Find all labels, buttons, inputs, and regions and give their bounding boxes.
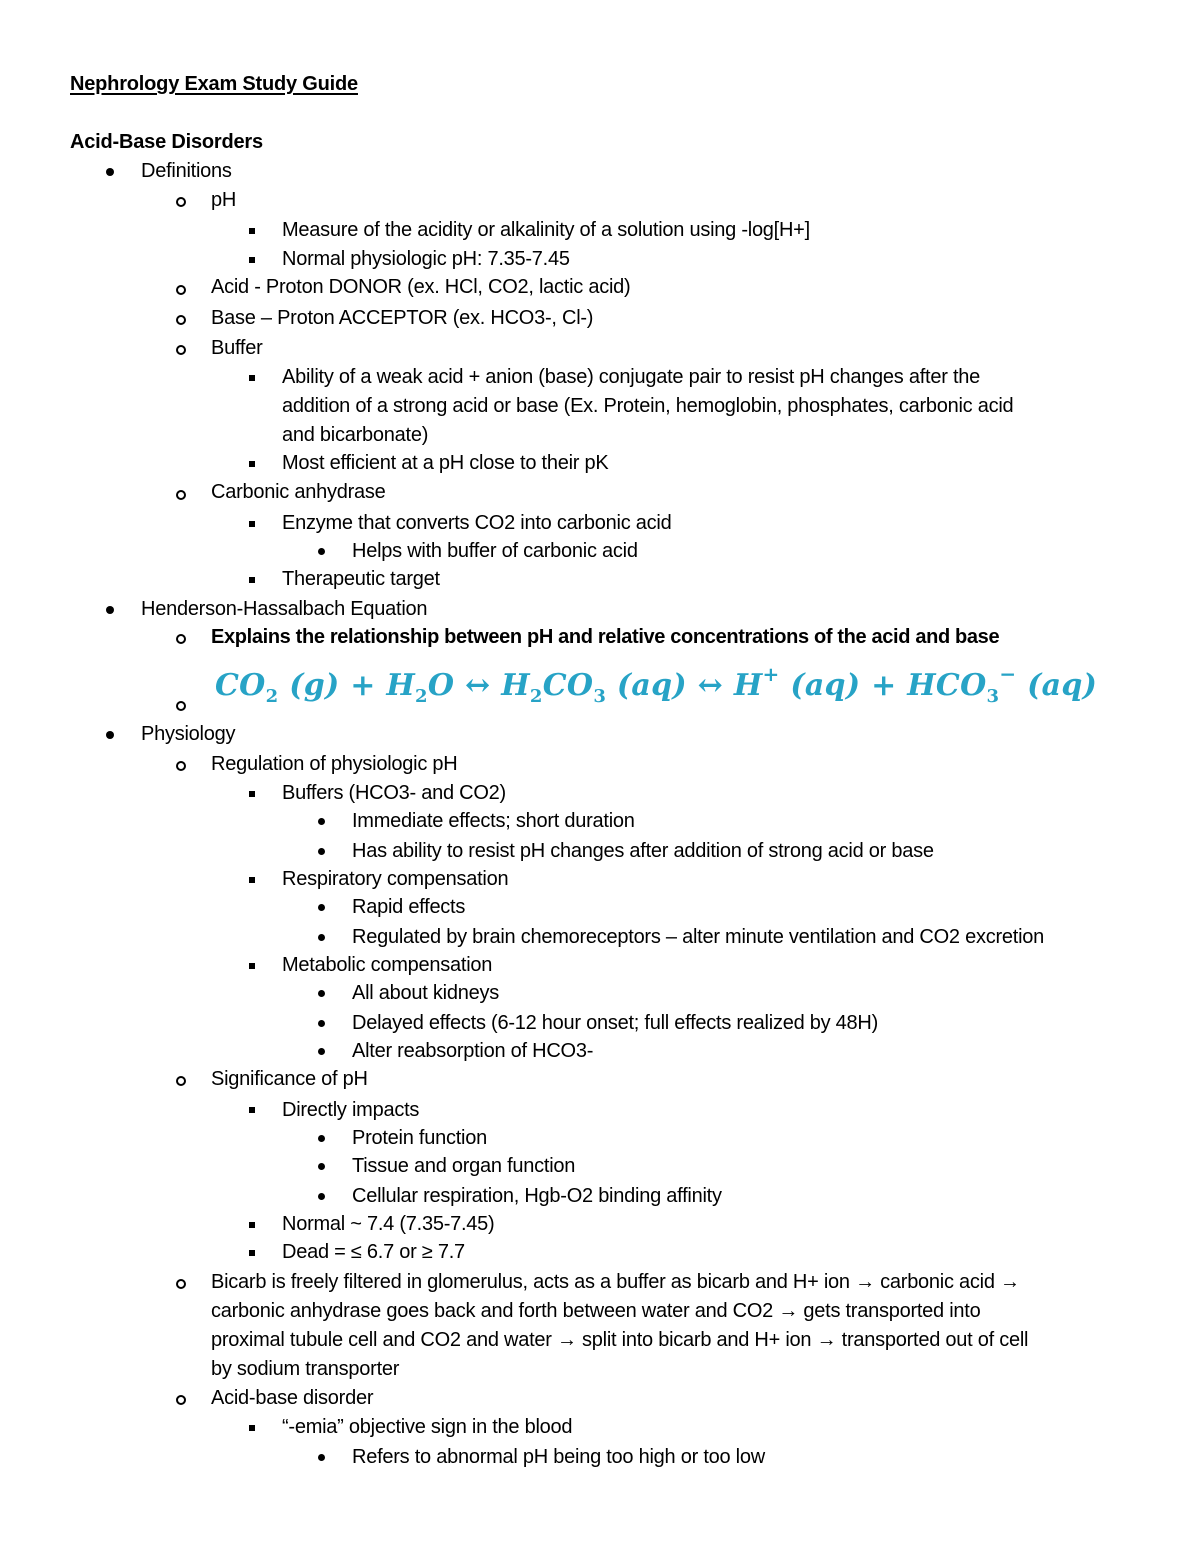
bullet-icon [318, 1020, 325, 1027]
bullet-icon [318, 934, 325, 941]
bullet-icon [106, 731, 114, 739]
hollow-bullet-icon [176, 634, 186, 644]
list-item: Rapid effects [352, 896, 466, 918]
bullet-icon [318, 548, 325, 555]
list-item: Refers to abnormal pH being too high or too low [352, 1446, 765, 1468]
list-item: Normal physiologic pH: 7.35-7.45 [282, 248, 570, 270]
bullet-icon [318, 1135, 325, 1142]
list-item: Cellular respiration, Hgb-O2 binding affinity [352, 1185, 722, 1207]
list-item: Definitions [141, 160, 232, 182]
bullet-icon [318, 990, 325, 997]
bullet-icon [318, 1193, 325, 1200]
list-item: Regulated by brain chemoreceptors – alter minute ventilation and CO2 excretion [352, 926, 1045, 948]
hollow-bullet-icon [176, 1076, 186, 1086]
bullet-icon [318, 904, 325, 911]
list-item: Most efficient at a pH close to their pK [282, 452, 609, 474]
list-item: Carbonic anhydrase [211, 481, 386, 503]
hollow-bullet-icon [176, 701, 186, 711]
hollow-bullet-icon [176, 490, 186, 500]
list-item: “-emia” objective sign in the blood [282, 1416, 573, 1438]
list-item: Metabolic compensation [282, 954, 493, 976]
list-item-continuation: carbonic anhydrase goes back and forth between water and CO2 → gets transported into [211, 1300, 981, 1322]
square-bullet-icon [249, 1107, 255, 1113]
bullet-icon [318, 848, 325, 855]
list-item: Acid-base disorder [211, 1387, 374, 1409]
bullet-icon [106, 168, 114, 176]
list-item: Protein function [352, 1127, 487, 1149]
document-title: Nephrology Exam Study Guide [70, 73, 358, 95]
bullet-icon [106, 606, 114, 614]
square-bullet-icon [249, 375, 255, 381]
square-bullet-icon [249, 1222, 255, 1228]
section-heading: Acid-Base Disorders [70, 131, 263, 153]
henderson-hasselbalch-equation: $CO_2$ $(g) + H_2O$ ↔ $H_2CO_3$ (aq) ↔ H+ $(aq) + HCO_3^-$ (aq) [215, 662, 1098, 707]
list-item: Tissue and organ function [352, 1155, 576, 1177]
list-item: Base – Proton ACCEPTOR (ex. HCO3-, Cl-) [211, 307, 594, 329]
list-item: Normal ~ 7.4 (7.35-7.45) [282, 1213, 495, 1235]
square-bullet-icon [249, 877, 255, 883]
list-item: Alter reabsorption of HCO3- [352, 1040, 594, 1062]
hollow-bullet-icon [176, 1279, 186, 1289]
list-item: pH [211, 189, 237, 211]
list-item: Ability of a weak acid + anion (base) conjugate pair to resist pH changes after the [282, 366, 980, 388]
hollow-bullet-icon [176, 285, 186, 295]
list-item: Dead = ≤ 6.7 or ≥ 7.7 [282, 1241, 465, 1263]
list-item: Buffer [211, 337, 263, 359]
list-item: Delayed effects (6-12 hour onset; full effects realized by 48H) [352, 1012, 879, 1034]
list-item: Acid - Proton DONOR (ex. HCl, CO2, lactic acid) [211, 276, 631, 298]
hollow-bullet-icon [176, 345, 186, 355]
square-bullet-icon [249, 963, 255, 969]
hollow-bullet-icon [176, 197, 186, 207]
list-item: Significance of pH [211, 1068, 368, 1090]
hollow-bullet-icon [176, 1395, 186, 1405]
square-bullet-icon [249, 1425, 255, 1431]
list-item: Helps with buffer of carbonic acid [352, 540, 638, 562]
bullet-icon [318, 1454, 325, 1461]
list-item-continuation: proximal tubule cell and CO2 and water → split into bicarb and H+ ion → transported out of cell [211, 1329, 1029, 1351]
bullet-icon [318, 1163, 325, 1170]
list-item: Respiratory compensation [282, 868, 509, 890]
list-item: Buffers (HCO3- and CO2) [282, 782, 506, 804]
list-item-continuation: addition of a strong acid or base (Ex. Protein, hemoglobin, phosphates, carbonic acid [282, 395, 1014, 417]
list-item: Enzyme that converts CO2 into carbonic acid [282, 512, 672, 534]
hollow-bullet-icon [176, 315, 186, 325]
list-item-continuation: and bicarbonate) [282, 424, 429, 446]
square-bullet-icon [249, 228, 255, 234]
list-item: Measure of the acidity or alkalinity of a solution using -log[H+] [282, 219, 810, 241]
square-bullet-icon [249, 521, 255, 527]
square-bullet-icon [249, 461, 255, 467]
hollow-bullet-icon [176, 761, 186, 771]
square-bullet-icon [249, 1250, 255, 1256]
square-bullet-icon [249, 257, 255, 263]
list-item: Immediate effects; short duration [352, 810, 635, 832]
list-item: Has ability to resist pH changes after addition of strong acid or base [352, 840, 934, 862]
list-item: Henderson-Hassalbach Equation [141, 598, 428, 620]
square-bullet-icon [249, 577, 255, 583]
list-item: Directly impacts [282, 1099, 420, 1121]
list-item: Therapeutic target [282, 568, 440, 590]
list-item: Physiology [141, 723, 236, 745]
list-item: Regulation of physiologic pH [211, 753, 458, 775]
list-item-continuation: by sodium transporter [211, 1358, 400, 1380]
bullet-icon [318, 1048, 325, 1055]
list-item: All about kidneys [352, 982, 499, 1004]
list-item: Bicarb is freely filtered in glomerulus, acts as a buffer as bicarb and H+ ion → carbonic acid → [211, 1271, 1020, 1293]
square-bullet-icon [249, 791, 255, 797]
bullet-icon [318, 818, 325, 825]
list-item: Explains the relationship between pH and relative concentrations of the acid and base [211, 626, 1000, 648]
